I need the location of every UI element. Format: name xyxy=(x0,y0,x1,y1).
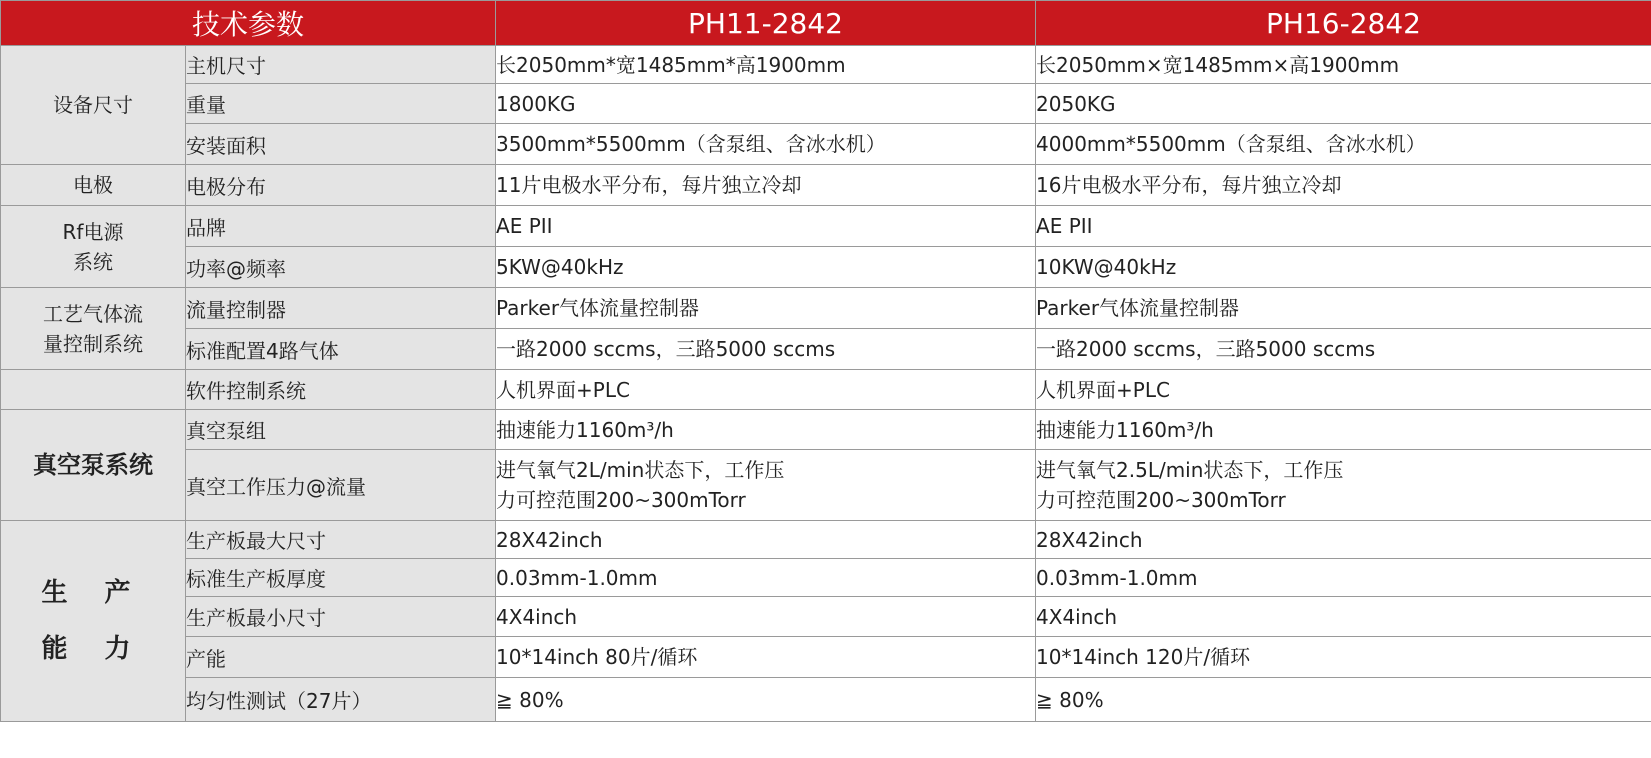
row-label: 电极分布 xyxy=(186,165,496,206)
table-row xyxy=(1,46,1651,84)
row-label: 流量控制器 xyxy=(186,288,496,329)
table-row xyxy=(1,678,1651,722)
value-a: 人机界面+PLC xyxy=(496,370,1036,410)
value-a: 长2050mm*宽1485mm*高1900mm xyxy=(496,46,1036,84)
row-label: 真空工作压力@流量 xyxy=(186,450,496,521)
row-label: 生产板最小尺寸 xyxy=(186,597,496,637)
value-b: 一路2000 sccms，三路5000 sccms xyxy=(1036,329,1651,370)
value-a: 3500mm*5500mm（含泵组、含冰水机） xyxy=(496,124,1036,165)
row-label: 主机尺寸 xyxy=(186,46,496,84)
table-row xyxy=(1,559,1651,597)
table-row xyxy=(1,410,1651,450)
row-label: 软件控制系统 xyxy=(186,370,496,410)
value-a: ≧ 80% xyxy=(496,678,1036,722)
table-row xyxy=(1,206,1651,247)
row-label: 标准配置4路气体 xyxy=(186,329,496,370)
value-a: 一路2000 sccms，三路5000 sccms xyxy=(496,329,1036,370)
value-b: 4X4inch xyxy=(1036,597,1651,637)
value-b: ≧ 80% xyxy=(1036,678,1651,722)
value-b: 抽速能力1160m³/h xyxy=(1036,410,1651,450)
group-electrode: 电极 xyxy=(1,165,186,206)
value-b: 10*14inch 120片/循环 xyxy=(1036,637,1651,678)
row-label: 标准生产板厚度 xyxy=(186,559,496,597)
table-row xyxy=(1,521,1651,559)
table-row xyxy=(1,84,1651,124)
value-b: 人机界面+PLC xyxy=(1036,370,1651,410)
value-b: 16片电极水平分布，每片独立冷却 xyxy=(1036,165,1651,206)
value-b: AE PII xyxy=(1036,206,1651,247)
row-label: 产能 xyxy=(186,637,496,678)
group-rf-power: Rf电源 系统 xyxy=(1,206,186,288)
value-a: 28X42inch xyxy=(496,521,1036,559)
value-b: 2050KG xyxy=(1036,84,1651,124)
value-b: Parker气体流量控制器 xyxy=(1036,288,1651,329)
value-a: 1800KG xyxy=(496,84,1036,124)
group-empty xyxy=(1,370,186,410)
value-b: 0.03mm-1.0mm xyxy=(1036,559,1651,597)
table-row xyxy=(1,597,1651,637)
value-a: Parker气体流量控制器 xyxy=(496,288,1036,329)
table-row xyxy=(1,165,1651,206)
value-b: 进气氧气2.5L/min状态下，工作压 力可控范围200~300mTorr xyxy=(1036,450,1651,521)
header-row xyxy=(1,1,1651,46)
value-a: 11片电极水平分布，每片独立冷却 xyxy=(496,165,1036,206)
table-row xyxy=(1,247,1651,288)
value-b: 10KW@40kHz xyxy=(1036,247,1651,288)
group-equipment-size: 设备尺寸 xyxy=(1,46,186,165)
group-production-capacity: 生 产 能 力 xyxy=(1,521,186,722)
group-gas-flow: 工艺气体流 量控制系统 xyxy=(1,288,186,370)
value-a: 0.03mm-1.0mm xyxy=(496,559,1036,597)
row-label: 真空泵组 xyxy=(186,410,496,450)
header-model-a: PH11-2842 xyxy=(496,1,1036,46)
group-vacuum: 真空泵系统 xyxy=(1,410,186,521)
table-row xyxy=(1,450,1651,521)
table-row xyxy=(1,124,1651,165)
header-param: 技术参数 xyxy=(1,1,496,46)
row-label: 品牌 xyxy=(186,206,496,247)
value-a: 抽速能力1160m³/h xyxy=(496,410,1036,450)
row-label: 生产板最大尺寸 xyxy=(186,521,496,559)
value-a: 4X4inch xyxy=(496,597,1036,637)
table-row xyxy=(1,329,1651,370)
value-a: 10*14inch 80片/循环 xyxy=(496,637,1036,678)
row-label: 安装面积 xyxy=(186,124,496,165)
value-b: 28X42inch xyxy=(1036,521,1651,559)
row-label: 重量 xyxy=(186,84,496,124)
value-a: AE PII xyxy=(496,206,1036,247)
table-row xyxy=(1,370,1651,410)
value-b: 长2050mm×宽1485mm×高1900mm xyxy=(1036,46,1651,84)
value-b: 4000mm*5500mm（含泵组、含冰水机） xyxy=(1036,124,1651,165)
table-row xyxy=(1,637,1651,678)
header-model-b: PH16-2842 xyxy=(1036,1,1651,46)
value-a: 5KW@40kHz xyxy=(496,247,1036,288)
row-label: 功率@频率 xyxy=(186,247,496,288)
value-a: 进气氧气2L/min状态下，工作压 力可控范围200~300mTorr xyxy=(496,450,1036,521)
row-label: 均匀性测试（27片） xyxy=(186,678,496,722)
table-row xyxy=(1,288,1651,329)
